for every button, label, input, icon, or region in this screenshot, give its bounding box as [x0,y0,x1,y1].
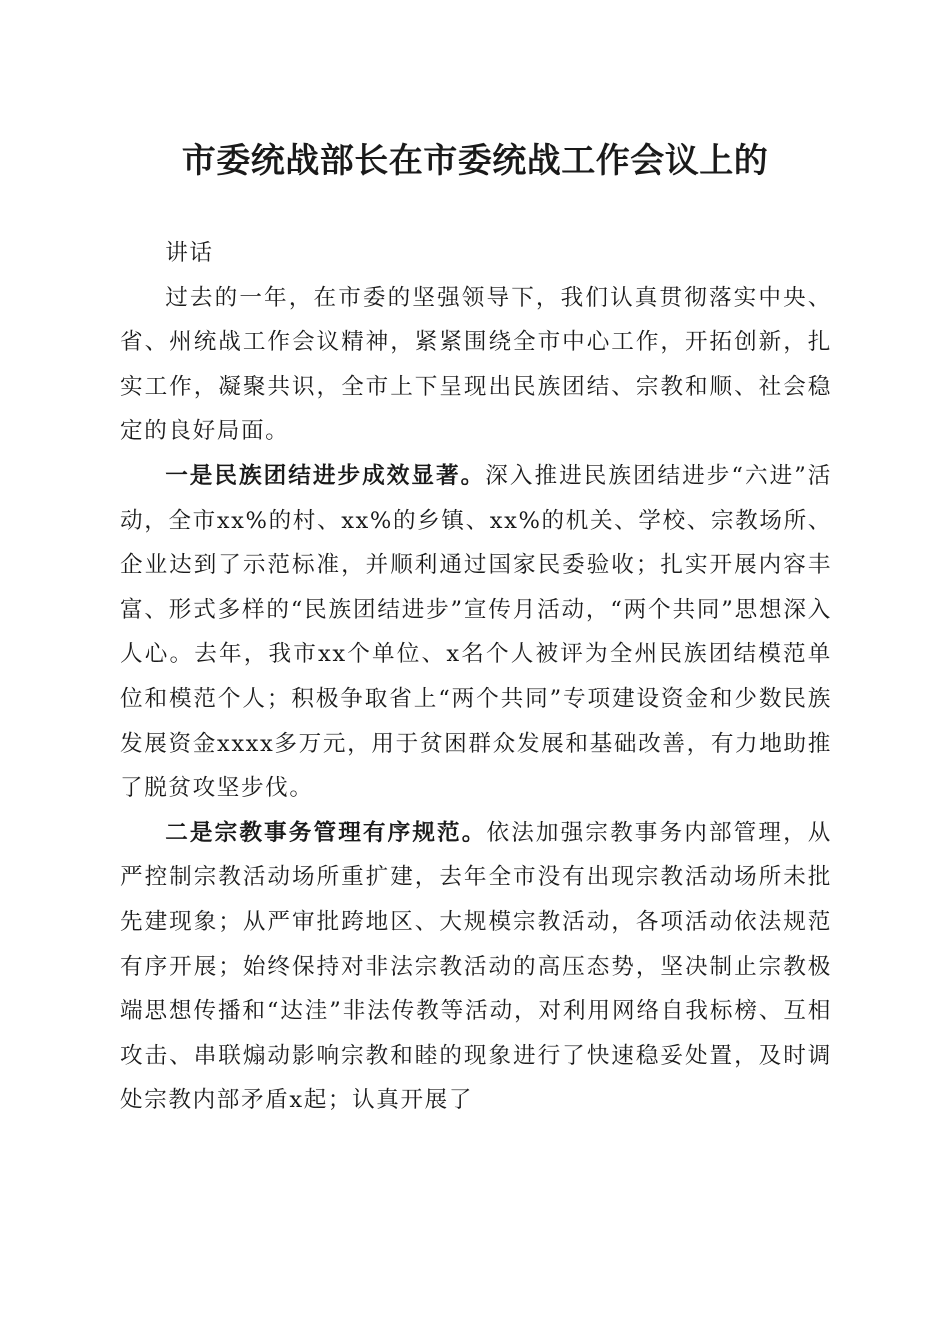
document-body [120,231,832,1123]
paragraph-ethnic-unity-text: 深入推进民族团结进步“六进”活动，全市xx%的村、xx%的乡镇、xx%的机关、学校、宗教场所、企业达到了示范标准，并顺利通过国家民委验收；扎实开展内容丰富、形式多样的“民族团结进步”宣传月活动，“两个共同”思想深入人心。去年，我市xx个单位、x名个人被评为全州民族团结模范单位和模范个人；积极争取省上“两个共同”专项建设资金和少数民族发展资金xxxx多万元，用于贫困群众发展和基础改善，有力地助推了脱贫攻坚步伐。 [120,462,832,802]
subtitle-line: 讲话 [165,240,214,266]
paragraph-religious-affairs-lead: 二是宗教事务管理有序规范。 [165,819,487,846]
paragraph-ethnic-unity-lead: 一是民族团结进步成效显著。 [165,462,486,489]
document-title: 市委统战部长在市委统战工作会议上的 [181,141,769,181]
paragraph-intro [120,276,832,454]
paragraph-ethnic-unity [120,454,832,811]
paragraph-religious-affairs [120,811,832,1123]
paragraph-intro-text: 过去的一年，在市委的坚强领导下，我们认真贯彻落实中央、省、州统战工作会议精神，紧紧围绕全市中心工作，开拓创新，扎实工作，凝聚共识，全市上下呈现出民族团结、宗教和顺、社会稳定的良好局面。 [120,284,832,445]
paragraph-religious-affairs-text: 依法加强宗教事务内部管理，从严控制宗教活动场所重扩建，去年全市没有出现宗教活动场所未批先建现象；从严审批跨地区、大规模宗教活动，各项活动依法规范有序开展；始终保持对非法宗教活动的高压态势，坚决制止宗教极端思想传播和“达洼”非法传教等活动，对利用网络自我标榜、互相攻击、串联煽动影响宗教和睦的现象进行了快速稳妥处置，及时调处宗教内部矛盾x起；认真开展了 [120,819,832,1114]
